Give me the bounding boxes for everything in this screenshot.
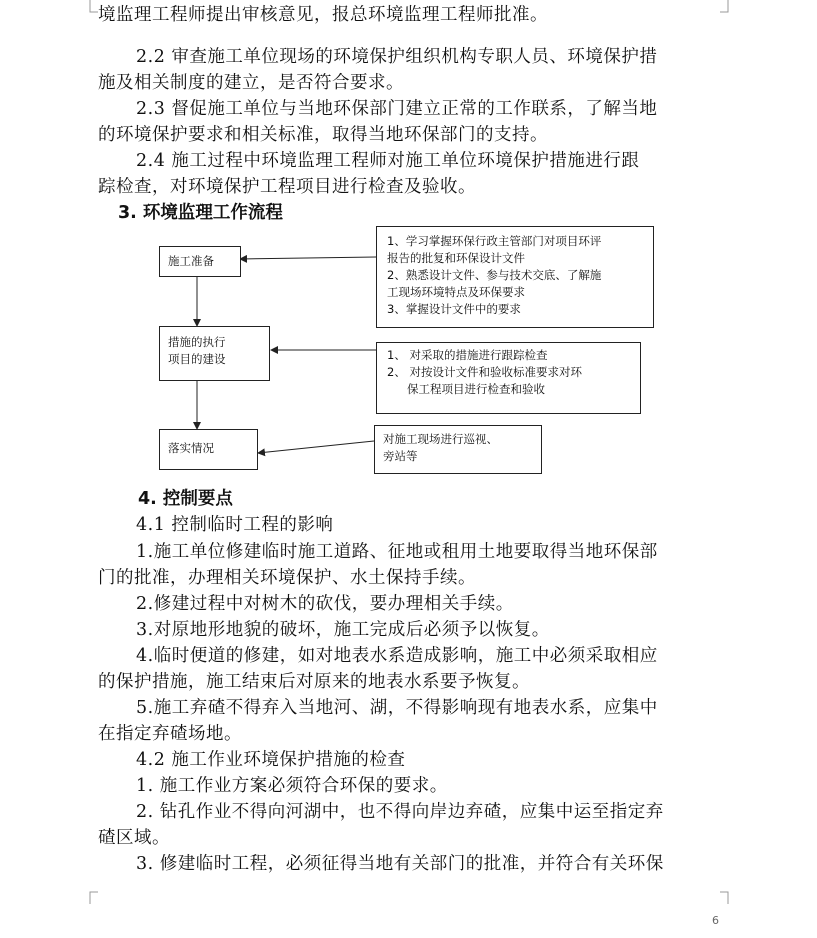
paragraph-line: 踪检查，对环境保护工程项目进行检查及验收。 (98, 177, 476, 197)
paragraph-line: 4.2 施工作业环境保护措施的检查 (136, 750, 406, 770)
paragraph-line: 碴区域。 (98, 828, 170, 848)
flow-note-execution: 1、 对采取的措施进行跟踪检查 2、 对按设计文件和验收标准要求对环 保工程项目进行检查和验收 (376, 342, 641, 414)
paragraph-line: 2.2 审查施工单位现场的环境保护组织机构专职人员、环境保护措 (136, 47, 658, 67)
paragraph-line: 4.临时便道的修建，如对地表水系造成影响，施工中必须采取相应 (136, 646, 658, 666)
paragraph-line: 1.施工单位修建临时施工道路、征地或租用土地要取得当地环保部 (136, 542, 658, 562)
paragraph-line: 4.1 控制临时工程的影响 (136, 515, 334, 535)
flow-note-preparation: 1、学习掌握环保行政主管部门对项目环评 报告的批复和环保设计文件 2、熟悉设计文件、参与技术交底、了解施 工现场环境特点及环保要求 3、掌握设计文件中的要求 (376, 226, 654, 328)
paragraph-line: 1. 施工作业方案必须符合环保的要求。 (136, 776, 448, 796)
section-heading-4: 4. 控制要点 (138, 489, 233, 509)
paragraph-line: 2. 钻孔作业不得向河湖中，也不得向岸边弃碴，应集中运至指定弃 (136, 802, 664, 822)
paragraph-line: 的保护措施，施工结束后对原来的地表水系要予恢复。 (98, 672, 530, 692)
paragraph-line: 3. 修建临时工程，必须征得当地有关部门的批准，并符合有关环保 (136, 854, 664, 874)
paragraph-line: 门的批准，办理相关环境保护、水土保持手续。 (98, 568, 476, 588)
paragraph-line: 施及相关制度的建立，是否符合要求。 (98, 73, 404, 93)
paragraph-line: 5.施工弃碴不得弃入当地河、湖，不得影响现有地表水系，应集中 (136, 698, 658, 718)
page-number: 6 (712, 914, 719, 927)
flow-step-preparation: 施工准备 (159, 246, 241, 277)
paragraph-line: 2.3 督促施工单位与当地环保部门建立正常的工作联系，了解当地 (136, 99, 658, 119)
paragraph-line: 在指定弃碴场地。 (98, 724, 242, 744)
paragraph-line: 的环境保护要求和相关标准，取得当地环保部门的支持。 (98, 125, 548, 145)
paragraph-line: 3.对原地形地貌的破坏，施工完成后必须予以恢复。 (136, 620, 550, 640)
paragraph-line: 2.4 施工过程中环境监理工程师对施工单位环境保护措施进行跟 (136, 151, 640, 171)
paragraph-line: 境监理工程师提出审核意见，报总环境监理工程师批准。 (98, 5, 548, 25)
flow-step-execution: 措施的执行 项目的建设 (159, 326, 270, 381)
flow-note-implementation: 对施工现场进行巡视、 旁站等 (374, 425, 542, 474)
section-heading-3: 3. 环境监理工作流程 (118, 203, 283, 223)
paragraph-line: 2.修建过程中对树木的砍伐，要办理相关手续。 (136, 594, 514, 614)
flow-step-implementation: 落实情况 (159, 429, 258, 470)
